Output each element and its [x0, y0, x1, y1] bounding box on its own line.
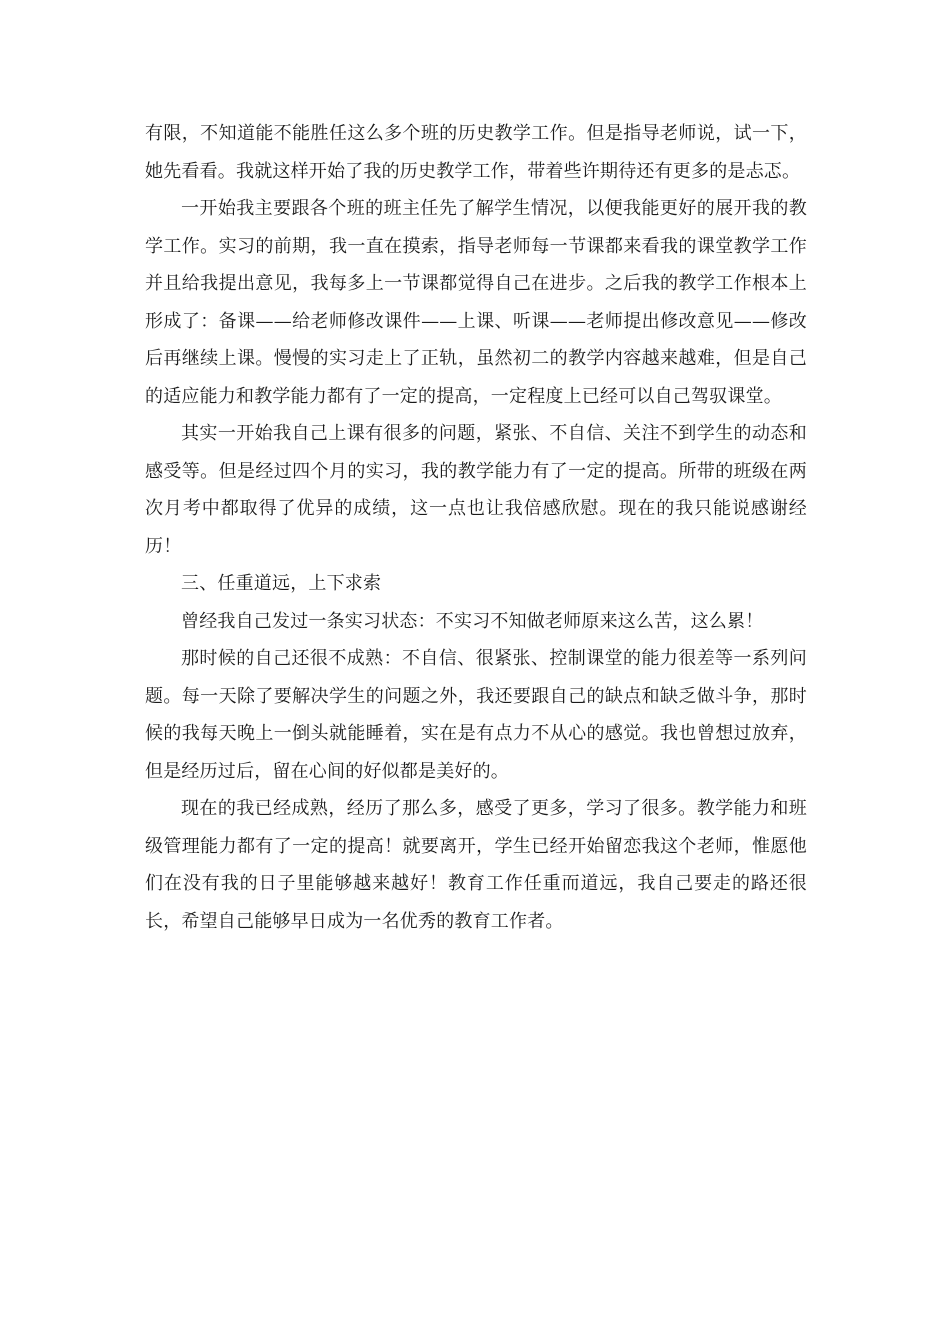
paragraph-status-post: 曾经我自己发过一条实习状态：不实习不知做老师原来这么苦，这么累！ [181, 610, 764, 632]
paragraph-conclusion: 现在的我已经成熟，经历了那么多，感受了更多，学习了很多。教学能力和班级管理能力都有了一定的提高！就要离开，学生已经开始留恋我这个老师，惟愿他们在没有我的日子里能够越来越好！教育工作任重而道远，我自己要走的路还很长，希望自己能够早日成为一名优秀的教育工作者。 [145, 798, 807, 932]
paragraph-immaturity: 那时候的自己还很不成熟：不自信、很紧张、控制课堂的能力很差等一系列问题。每一天除了要解决学生的问题之外，我还要跟自己的缺点和缺乏做斗争，那时候的我每天晚上一倒头就能睡着，实在是有点力不从心的感觉。我也曾想过放弃，但是经历过后，留在心间的好似都是美好的。 [145, 648, 807, 782]
paragraph-practice-progress: 一开始我主要跟各个班的班主任先了解学生情况，以便我能更好的展开我的教学工作。实习的前期，我一直在摸索，指导老师每一节课都来看我的课堂教学工作并且给我提出意见，我每多上一节课都觉得自己在进步。之后我的教学工作根本上形成了：备课——给老师修改课件——上课、听课——老师提出修改意见——修改后再继续上课。慢慢的实习走上了正轨，虽然初二的教学内容越来越难，但是自己的适应能力和教学能力都有了一定的提高，一定程度上已经可以自己驾驭课堂。 [145, 198, 807, 407]
paragraph-continuation: 有限，不知道能不能胜任这么多个班的历史教学工作。但是指导老师说，试一下，她先看看。我就这样开始了我的历史教学工作，带着些许期待还有更多的是忐忑。 [145, 123, 807, 182]
paragraph-early-problems: 其实一开始我自己上课有很多的问题，紧张、不自信、关注不到学生的动态和感受等。但是经过四个月的实习，我的教学能力有了一定的提高。所带的班级在两次月考中都取得了优异的成绩，这一点也让我倍感欣慰。现在的我只能说感谢经历！ [145, 423, 807, 557]
section-heading: 三、任重道远，上下求索 [181, 573, 382, 594]
body-text [145, 115, 807, 940]
